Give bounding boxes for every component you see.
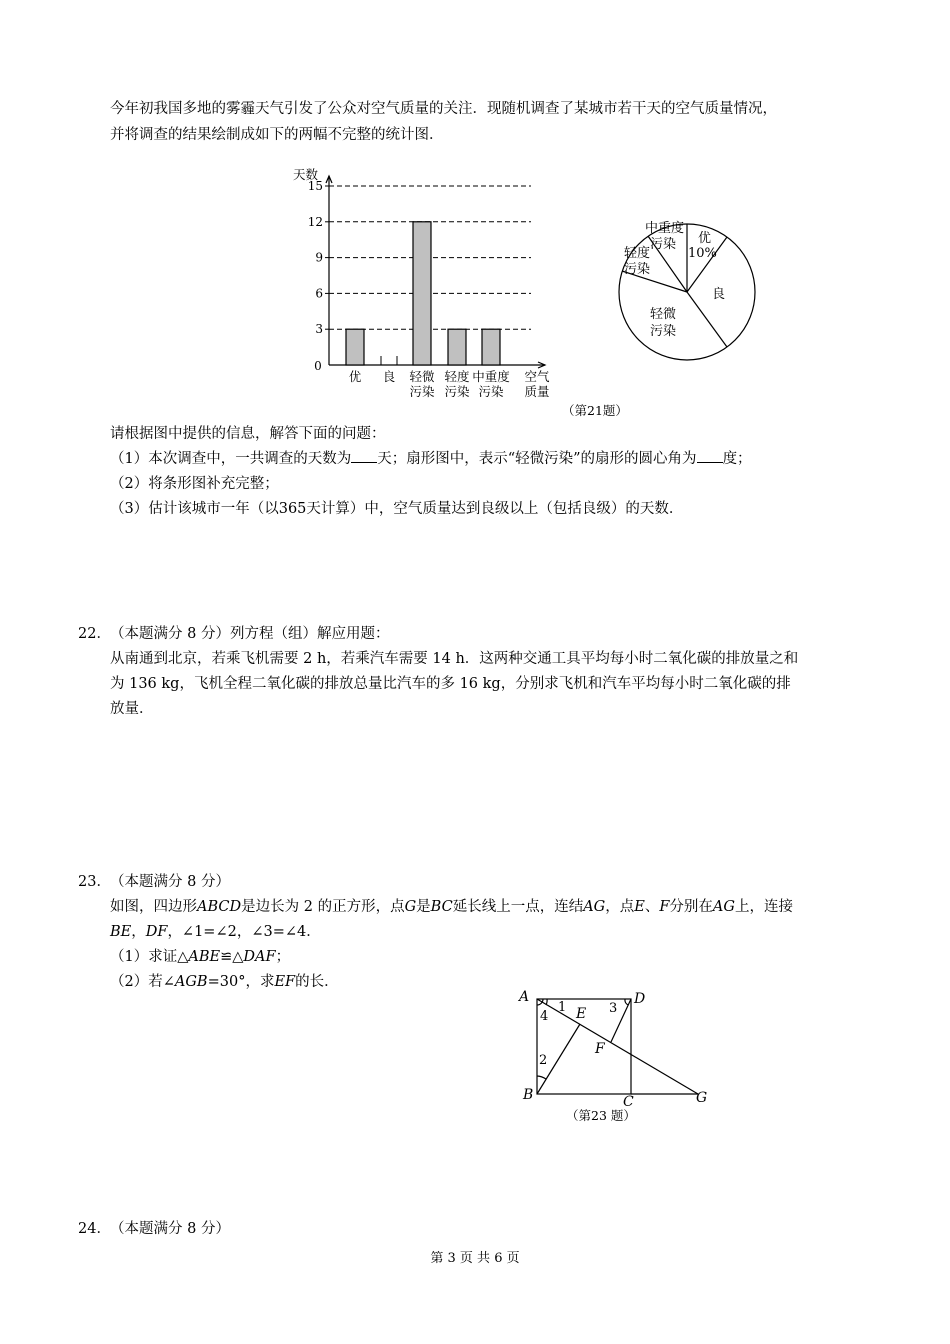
q23-text: 分别在 [669, 899, 713, 915]
bar-3 [448, 329, 466, 365]
q23-var: DF [145, 924, 168, 940]
y-tick-label: 12 [307, 214, 323, 229]
q23-var: F [659, 899, 670, 915]
bar-4 [482, 329, 500, 365]
angle-label-2: 2 [539, 1053, 548, 1068]
pie-label-zhongdu-2: 污染 [650, 237, 677, 252]
q23-var: ABE [188, 949, 221, 965]
q23-number: 23． [78, 874, 111, 890]
q23-var: AG [583, 899, 606, 915]
x-axis-title-2: 质量 [524, 384, 550, 399]
q23-text: 如图，四边形 [110, 899, 197, 915]
q23-var: G [404, 899, 417, 915]
q23-text: （2）若∠ [110, 974, 175, 990]
q21-sub1-b: 天；扇形图中，表示“轻微污染”的扇形的圆心角为 [377, 451, 697, 467]
bar-2 [413, 222, 431, 365]
q21-sub3: （3）估计该城市一年（以365天计算）中，空气质量达到良级以上（包括良级）的天数． [110, 501, 684, 517]
point-label-E: E [576, 1006, 587, 1022]
q22-number: 22． [78, 626, 111, 642]
q23-text: 延长线上一点，连结 [452, 899, 584, 915]
q23-var: E [634, 899, 645, 915]
pie-label-qingdu-2: 污染 [624, 262, 651, 277]
bar-chart [285, 160, 575, 400]
angle-arc-1 [546, 999, 547, 1005]
y-tick-label: 15 [307, 179, 323, 193]
point-label-D: D [634, 991, 646, 1007]
x-category-label: 良 [382, 369, 396, 384]
q23-text: （1）求证△ [110, 949, 189, 965]
q21-intro-line1: 今年初我国多地的雾霾天气引发了公众对空气质量的关注．现随机调查了某城市若干天的空气质量情况， [110, 101, 777, 117]
q23-var: DAF [243, 949, 276, 965]
q23-text: =30°，求 [207, 974, 275, 990]
x-category-label-line2: 污染 [444, 384, 470, 399]
point-label-A: A [519, 989, 530, 1005]
y-tick-label: 3 [315, 322, 323, 337]
y-tick-label: 6 [315, 286, 323, 301]
q21-sub1 [110, 447, 752, 471]
q22-line1: 从南通到北京，若乘飞机需要 2 h，若乘汽车需要 14 h．这两种交通工具平均每小时二氧化碳的排放量之和 [110, 651, 799, 667]
x-category-label: 轻度 [444, 369, 470, 384]
q23-sub2 [110, 970, 339, 994]
q21-sub1-c: 度； [722, 451, 752, 467]
q23-text: ，∠1=∠2，∠3=∠4． [167, 924, 321, 940]
y-tick-label: 9 [315, 250, 323, 265]
q23-head: （本题满分 8 分） [110, 874, 230, 890]
answer-blank-days[interactable] [351, 448, 377, 463]
point-label-C: C [623, 1094, 634, 1110]
x-category-label: 优 [348, 369, 362, 384]
answer-blank-angle[interactable] [697, 448, 723, 463]
q24-number: 24． [78, 1221, 111, 1237]
pie-label-zhongdu-1: 中重度 [645, 221, 685, 236]
origin-label: 0 [314, 359, 322, 373]
point-label-B: B [523, 1087, 534, 1103]
pie-label-qingdu-1: 轻度 [624, 246, 651, 261]
q23-line1 [110, 895, 793, 919]
q23-text: 是 [416, 899, 431, 915]
point-label-G: G [696, 1090, 708, 1106]
angle-label-4: 4 [540, 1009, 549, 1024]
q24-head: （本题满分 8 分） [110, 1221, 230, 1237]
q21-prompt: 请根据图中提供的信息，解答下面的问题： [110, 426, 386, 442]
q23-var: AGB [174, 974, 208, 990]
pie-label-qingwei-2: 污染 [650, 324, 677, 339]
bar-0 [346, 329, 364, 365]
q22-head: （本题满分 8 分）列方程（组）解应用题： [110, 626, 390, 642]
q23-var: EF [274, 974, 296, 990]
q23-var: BE [110, 924, 132, 940]
q21-sub1-a: （1）本次调查中，一共调查的天数为 [110, 451, 352, 467]
q23-text: 的长． [295, 974, 339, 990]
x-category-label-line2: 污染 [478, 384, 504, 399]
point-label-F: F [595, 1041, 605, 1057]
q23-text: 、 [644, 899, 660, 915]
y-axis-title: 天数 [293, 167, 319, 182]
q23-text: ，点 [605, 899, 635, 915]
angle-label-1: 1 [558, 1000, 567, 1015]
q23-text: ≌△ [220, 949, 244, 965]
angle-label-3: 3 [609, 1001, 618, 1016]
pie-label-you-pct: 10% [688, 246, 717, 261]
q23-var: BC [430, 899, 453, 915]
q21-figure-caption: （第21题） [562, 403, 628, 418]
x-category-label-line2: 污染 [409, 384, 435, 399]
q22-line3: 放量． [110, 701, 154, 717]
q23-text: 上，连接 [734, 899, 793, 915]
q23-line2 [110, 920, 321, 944]
pie-label-you: 优 [698, 231, 712, 246]
angle-arc-3 [625, 999, 628, 1005]
q23-text: ， [131, 924, 146, 940]
pie-label-qingwei-1: 轻微 [650, 307, 677, 322]
q23-text: ； [275, 949, 291, 965]
pie-chart [610, 215, 770, 375]
x-axis-title-1: 空气 [524, 369, 550, 384]
angle-arc-2 [537, 1076, 546, 1079]
q23-var: ABCD [197, 899, 242, 915]
x-category-label: 中重度 [472, 369, 510, 384]
q21-intro-line2: 并将调查的结果绘制成如下的两幅不完整的统计图． [110, 127, 444, 143]
q23-var: AG [712, 899, 735, 915]
q23-text: 是边长为 2 的正方形，点 [241, 899, 405, 915]
q23-sub1 [110, 945, 290, 969]
q21-sub2: （2）将条形图补充完整； [110, 476, 279, 492]
q23-figure-caption: （第23 题） [566, 1108, 636, 1123]
x-category-label: 轻微 [409, 369, 435, 384]
q22-line2: 为 136 kg，飞机全程二氧化碳的排放总量比汽车的多 16 kg，分别求飞机和汽车平均每小时二氧化碳的排 [110, 676, 791, 692]
geometry-figure [510, 985, 730, 1110]
pie-label-liang: 良 [712, 287, 726, 302]
page-footer: 第 3 页 共 6 页 [430, 1251, 520, 1266]
